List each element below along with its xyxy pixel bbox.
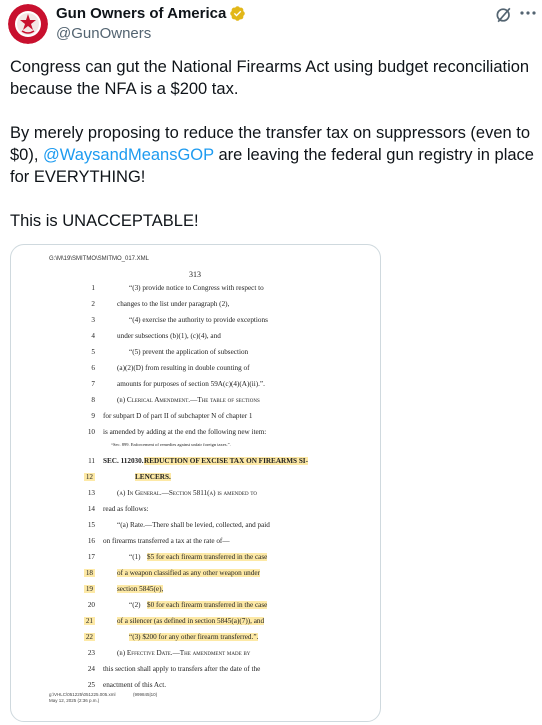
tweet-header [0, 0, 542, 50]
doc-footer-id: (999845|10) [133, 692, 158, 697]
doc-line: 6 (a)(2)(D) from resulting in double counting of [91, 364, 250, 372]
doc-line: 8 (b) Clerical Amendment.—The table of sections [91, 396, 260, 404]
doc-line: 15 “(a) Rate.—There shall be levied, collected, and paid [87, 521, 270, 529]
doc-footer [49, 692, 116, 704]
doc-line: 2 changes to the list under paragraph (2), [91, 300, 230, 308]
tweet-paragraph-2-end: are leaving the federal gun registry in place for EVERYTHING! [10, 146, 534, 186]
more-icon[interactable] [518, 3, 538, 23]
attached-image[interactable] [10, 244, 381, 722]
doc-line: 13 (a) In General.—Section 5811(a) is amended to [87, 489, 257, 497]
tweet-paragraph-2-start: By merely proposing to reduce the transfer tax on suppressors (even to $0), [10, 124, 531, 164]
doc-line: 11 SEC. 112030. REDUCTION OF EXCISE TAX ON FIREARMS SI- [88, 457, 309, 465]
doc-line: 23 (b) Effective Date.—The amendment made by [87, 649, 251, 657]
mention-link[interactable]: @WaysandMeansGOP [43, 146, 214, 164]
doc-footer-date: May 12, 2025 (2:36 p.m.) [49, 698, 100, 703]
author-display-name[interactable]: Gun Owners of America [56, 5, 227, 22]
verified-badge-icon [229, 5, 246, 22]
doc-line: 21 of a silencer (as defined in section 5845(a)(7)), and [85, 617, 265, 625]
doc-line: 3 “(4) exercise the authority to provide exceptions [91, 316, 268, 324]
grok-icon[interactable] [494, 5, 514, 25]
doc-line: 12 LENCERS. [85, 473, 171, 481]
bill-document [11, 245, 381, 722]
doc-line: 20 “(2) $0 for each firearm transferred in the case [87, 601, 268, 609]
author-name-row [56, 5, 246, 22]
tweet-text [10, 56, 536, 232]
tweet-paragraph-1: Congress can gut the National Firearms Act using budget reconciliation because the NFA is a $200 tax. [10, 58, 530, 98]
doc-line-item: “Sec. 899. Enforcement of remedies against unfair foreign taxes.”. [111, 442, 231, 447]
doc-header: G:\M\19\SMITMO\SMITMO_017.XML [49, 256, 150, 262]
doc-line: 18 of a weapon classified as any other weapon under [85, 569, 260, 577]
doc-line: 25 enactment of this Act. [87, 681, 167, 689]
doc-line: 9 for subpart D of part II of subchapter N of chapter 1 [91, 412, 253, 420]
doc-line: 17 “(1) $5 for each firearm transferred in the case [87, 553, 268, 561]
doc-line: 5 “(5) prevent the application of subsection [91, 348, 249, 356]
doc-line: 24 this section shall apply to transfers after the date of the [87, 665, 261, 673]
doc-line: 19 section 5845(e), [85, 585, 164, 593]
avatar[interactable] [8, 4, 48, 44]
doc-footer-path: g:\VHLC\051225\051225.005.xml [49, 692, 116, 697]
gun-owners-logo-icon [8, 4, 48, 44]
tweet-paragraph-3: This is UNACCEPTABLE! [10, 212, 199, 230]
doc-line: 7 amounts for purposes of section 59A(c)(4)(A)(ii).”. [91, 380, 265, 388]
doc-line: 1 “(3) provide notice to Congress with respect to [91, 284, 264, 292]
doc-line: 22 “(3) $200 for any other firearm transferred.”. [85, 633, 259, 641]
author-handle[interactable]: @GunOwners [56, 25, 152, 42]
tweet-paragraph-2 [10, 122, 536, 188]
doc-page-number: 313 [189, 270, 201, 279]
doc-line: 4 under subsections (b)(1), (c)(4), and [91, 332, 221, 340]
doc-line: 16 on firearms transferred a tax at the rate of— [87, 537, 230, 545]
doc-line: 10 is amended by adding at the end the following new item: [87, 428, 267, 436]
doc-line: 14 read as follows: [87, 505, 149, 513]
